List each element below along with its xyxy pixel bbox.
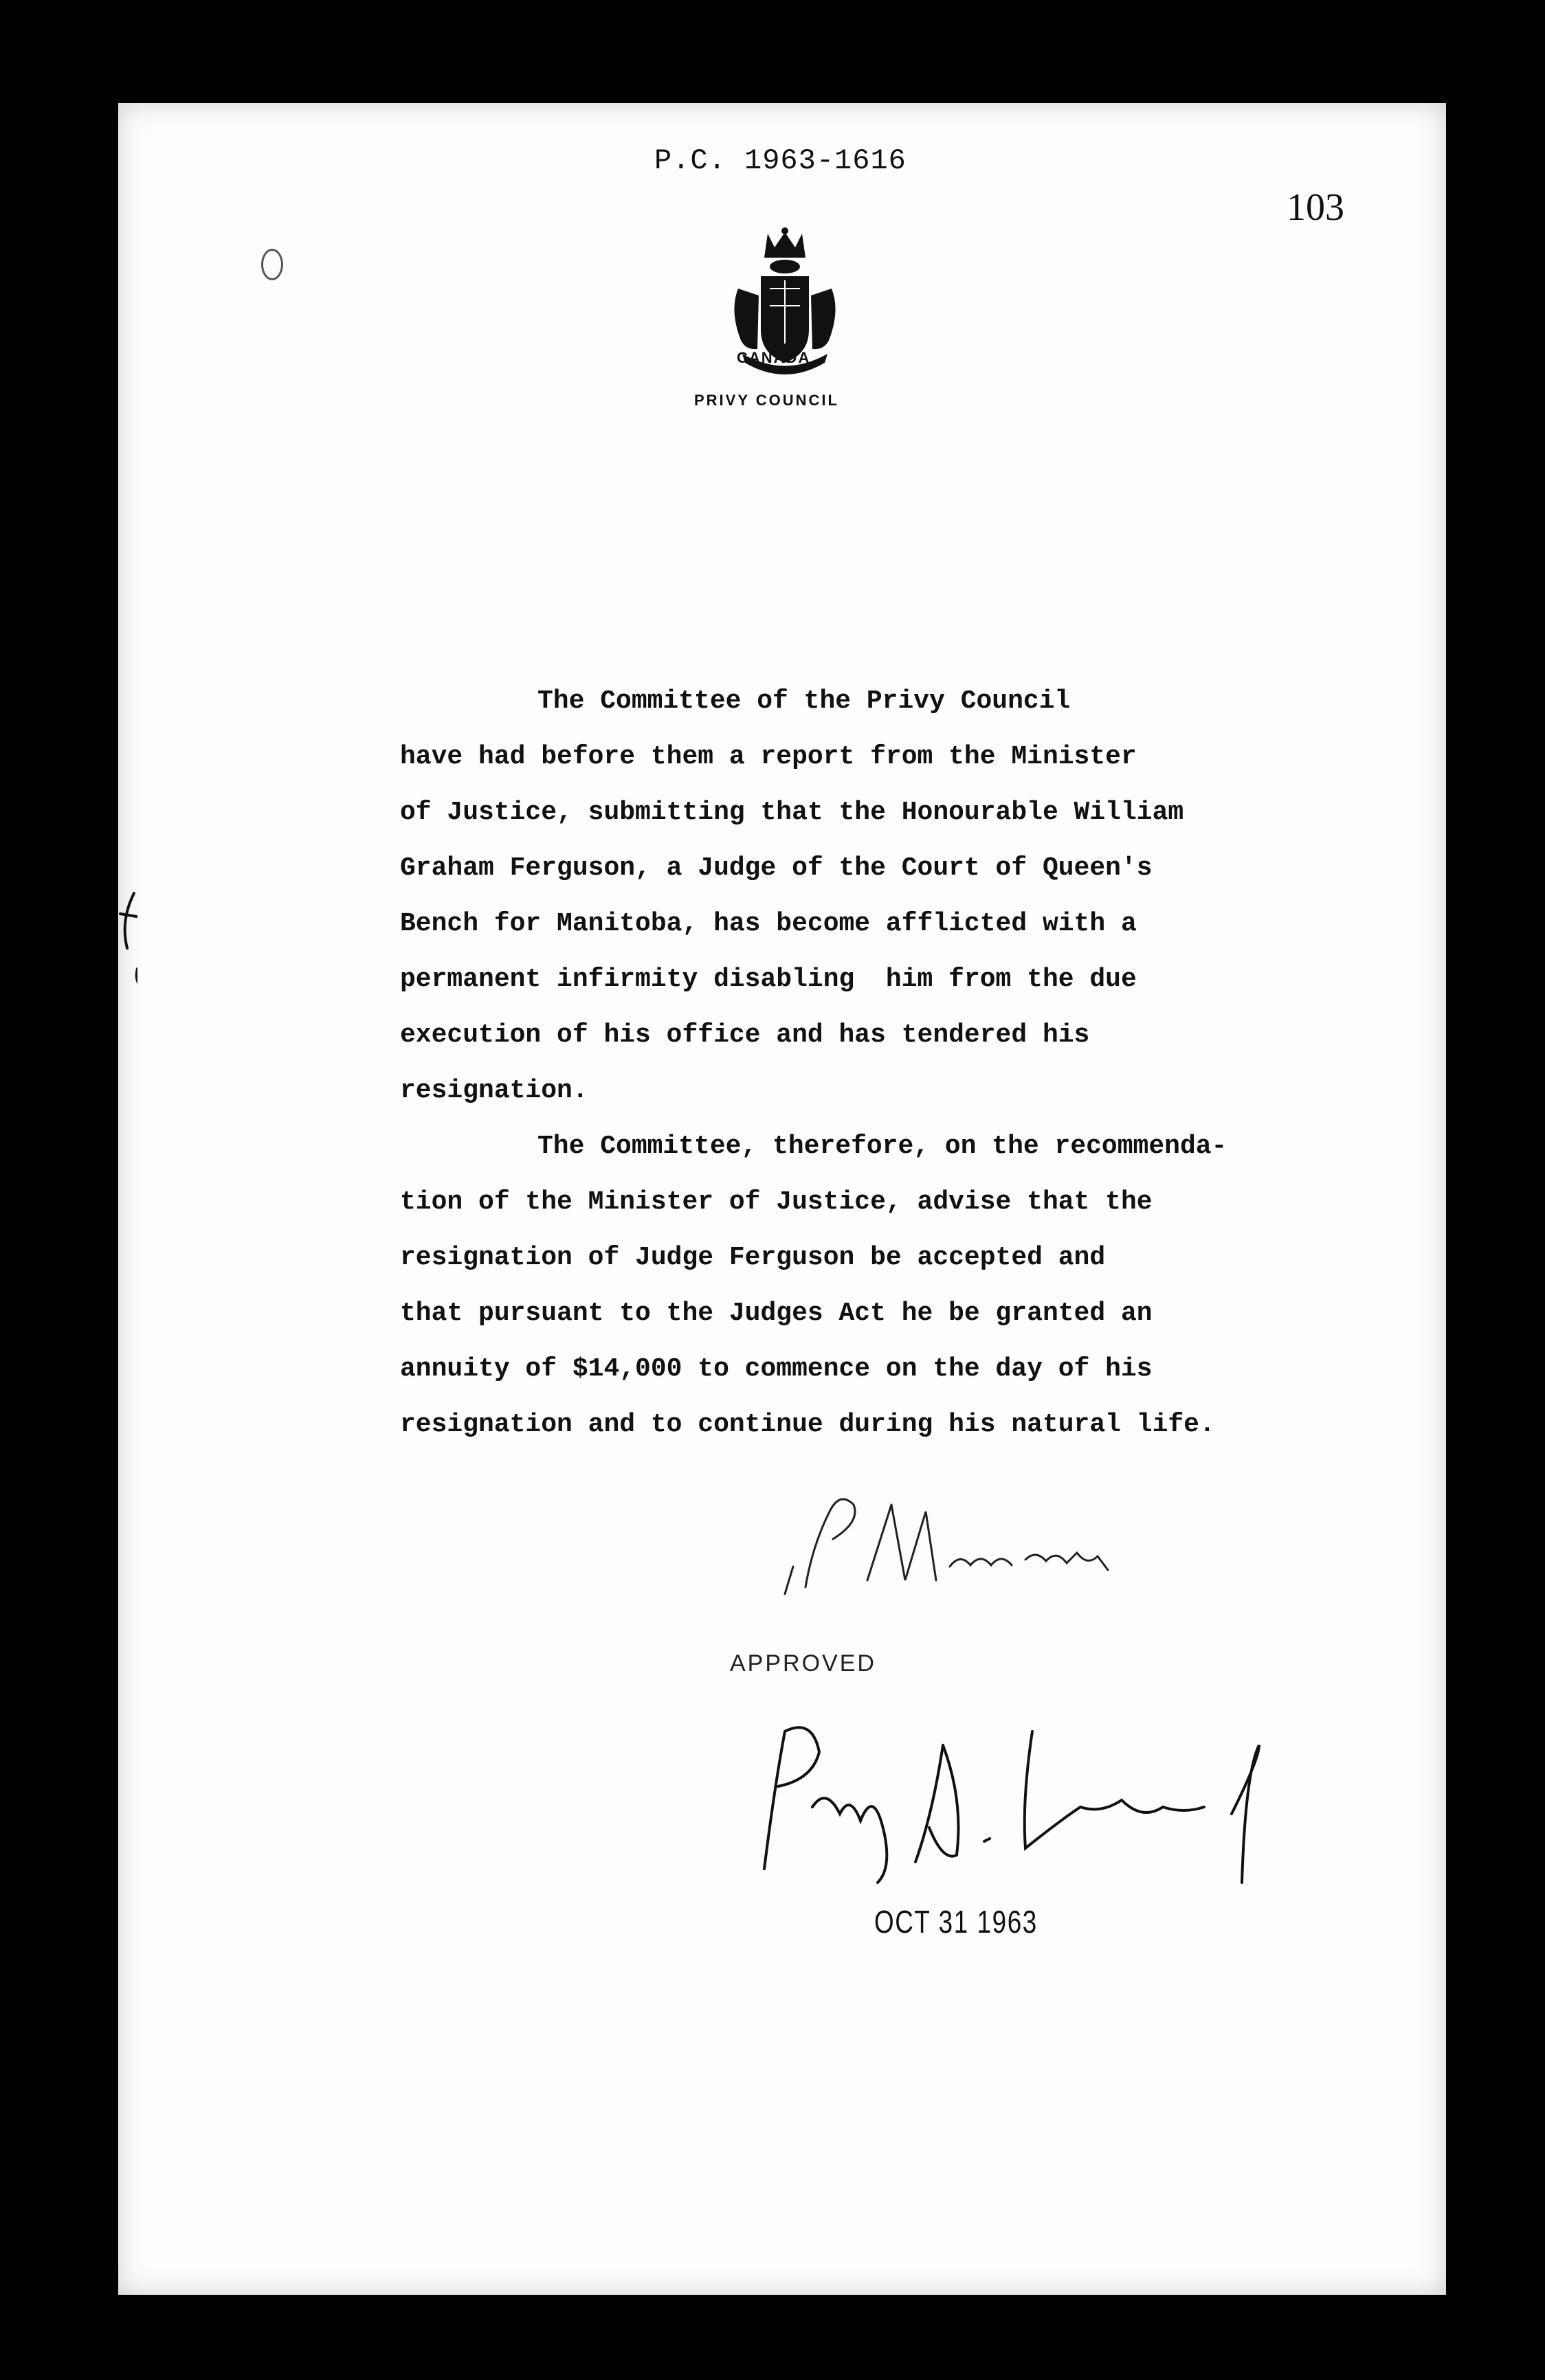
body-line: have had before them a report from the Minister <box>400 742 1137 772</box>
body-line: permanent infirmity disabling him from the due <box>400 965 1137 994</box>
body-line: Bench for Manitoba, has become afflicted with a <box>400 909 1137 939</box>
body-line: tion of the Minister of Justice, advise that the <box>400 1187 1153 1217</box>
coat-of-arms-icon <box>723 227 847 447</box>
body-line: The Committee of the Privy Council <box>537 686 1071 716</box>
body-line: The Committee, therefore, on the recommenda- <box>537 1132 1227 1161</box>
body-line: annuity of $14,000 to commence on the day of his <box>400 1354 1153 1384</box>
clerk-signature <box>764 1484 1245 1608</box>
country-label: CANADA <box>737 349 811 366</box>
governor-general-signature <box>737 1704 1321 1896</box>
punch-hole <box>261 249 283 280</box>
council-label: PRIVY COUNCIL <box>694 392 839 409</box>
body-line: that pursuant to the Judges Act he be granted an <box>400 1299 1153 1328</box>
approved-label: APPROVED <box>730 1650 876 1676</box>
body-line: execution of his office and has tendered his <box>400 1020 1090 1050</box>
handwritten-margin-note <box>0 866 137 1168</box>
body-line: of Justice, submitting that the Honourable William <box>400 798 1184 827</box>
body-line: Graham Ferguson, a Judge of the Court of Queen's <box>400 853 1153 883</box>
document-page <box>118 103 1446 2295</box>
order-body <box>400 673 1417 1452</box>
folio-number: 103 <box>1287 186 1344 229</box>
body-line: resignation. <box>400 1076 588 1105</box>
body-line: resignation and to continue during his natural life. <box>400 1410 1215 1439</box>
body-line: resignation of Judge Ferguson be accepted and <box>400 1243 1106 1272</box>
approval-date-stamp: OCT 31 1963 <box>874 1904 1038 1940</box>
order-number: P.C. 1963-1616 <box>654 144 907 177</box>
